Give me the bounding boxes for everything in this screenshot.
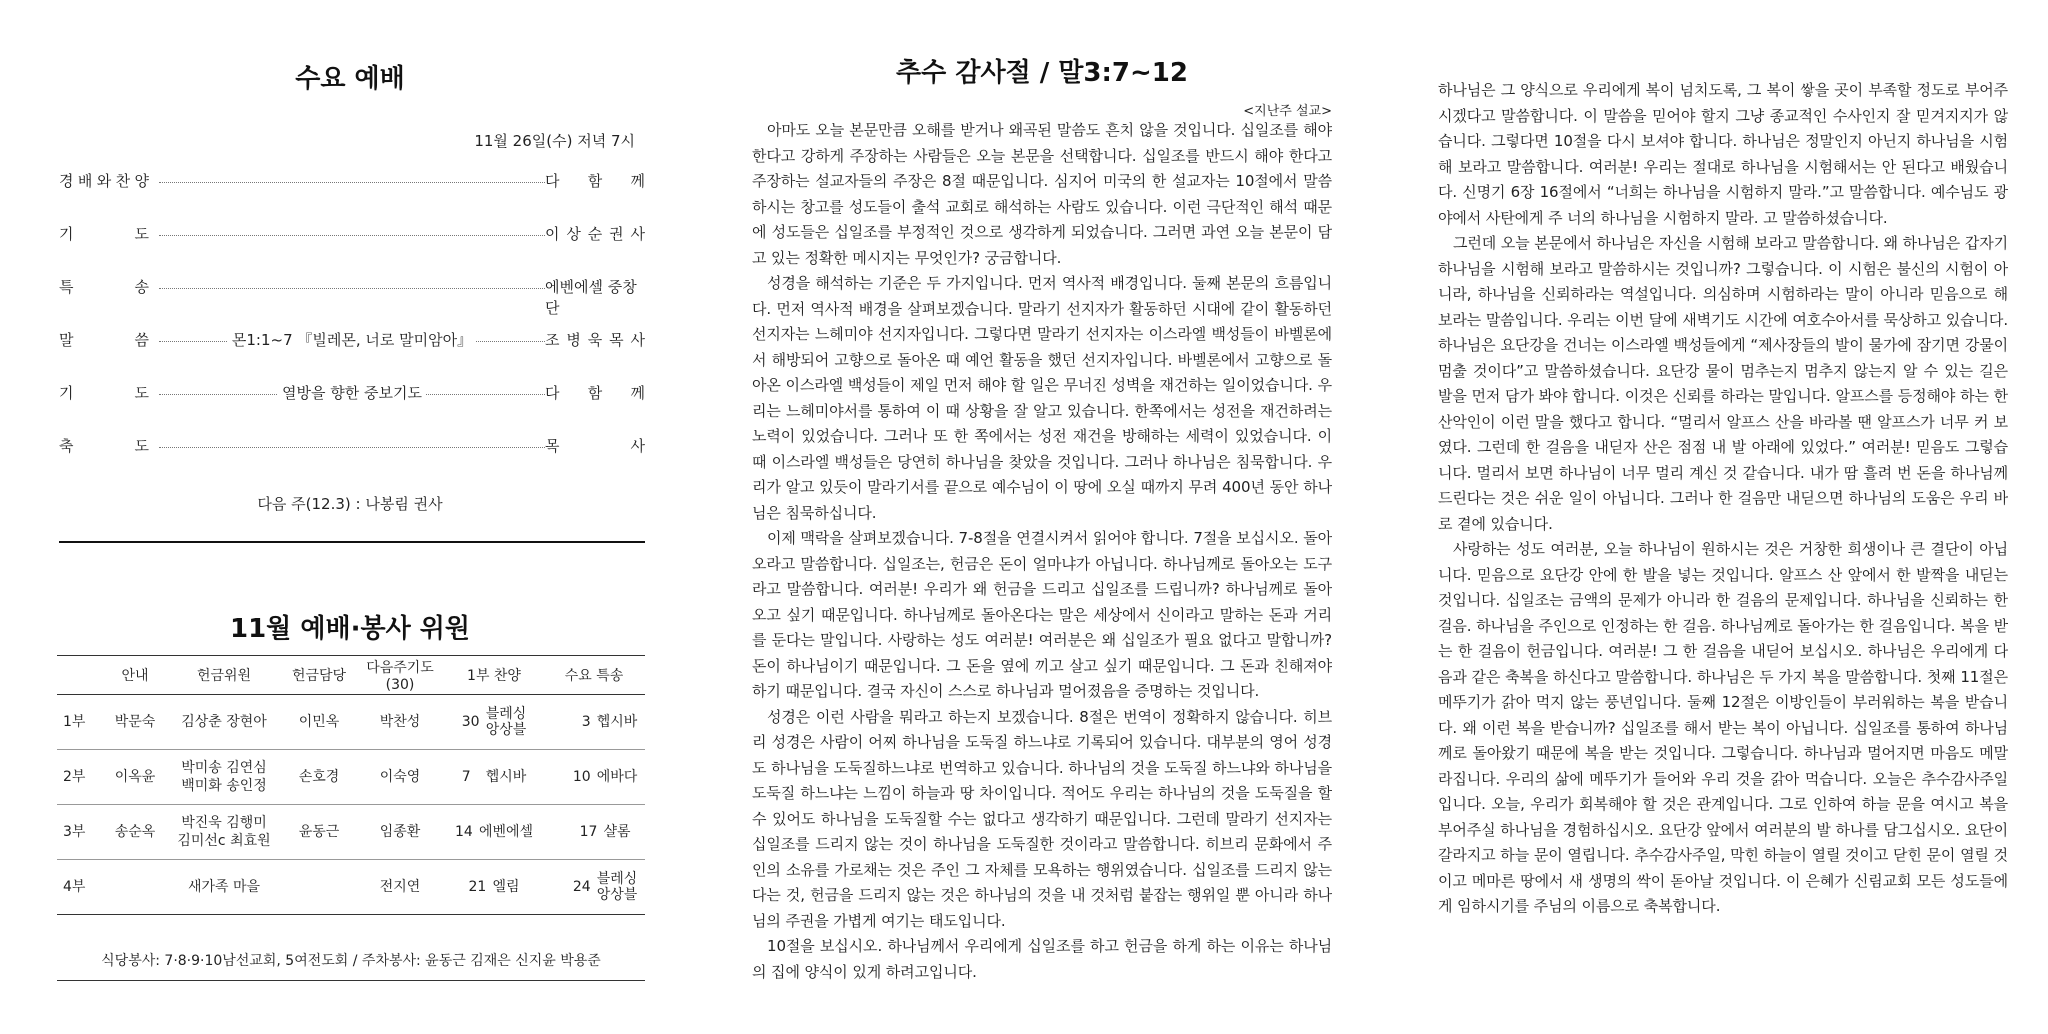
table-row: 2부 이옥윤 박미송 김연심 백미화 송인정 손호경 이숙영 7 헵시바 10 에바다 xyxy=(57,750,645,805)
sermon-title: 추수 감사절 / 말3:7~12 xyxy=(896,58,1188,88)
next-week-note: 다음 주(12.3) : 나봉림 권사 xyxy=(257,495,443,513)
header-praise: 1부 찬양 xyxy=(445,656,543,695)
program-row xyxy=(59,276,645,317)
program-scripture: 몬1:1~7 『빌레몬, 너로 말미암아』 xyxy=(159,329,545,350)
paragraph: 아마도 오늘 본문만큼 오해를 받거나 왜곡된 말씀도 흔치 않을 것입니다. 십일조를 해야 한다고 강하게 주장하는 사람들은 오늘 본문을 선택합니다. 십일조를 반드시 해야 한다고 주장하는 설교자들의 주장은 8절 때문입니다. 심지어 미국의 한 설교자는 10절에서 말씀하시는 창고를 성도들이 출석 교회로 해석하는 사람도 있습니다. 이런 극단적인 해석 때문에 성도들은 십일조를 부정적인 것으로 생각하게 되었습니다. 그러면 과연 오늘 본문이 담고 있는 정확한 메시지는 무엇인가? 궁금합니다. xyxy=(752,121,1332,267)
header-offering: 헌금위원 xyxy=(165,656,283,695)
program-leader: 에벤에셀 중창단 xyxy=(545,278,637,317)
program-label: 축 도 xyxy=(59,437,149,455)
paragraph: 그런데 오늘 본문에서 하나님은 자신을 시험해 보라고 말씀합니다. 왜 하나님은 갑자기 하나님을 시험해 보라고 말씀하시는 것입니까? 그렇습니다. 이 시험은 불신의 시험이 아니라, 하나님을 신뢰하라는 역설입니다. 의심하며 시험하라는 말이 아니라 믿음으로 해 보라는 말씀입니다. 우리는 이번 달에 새벽기도 시간에 여호수아서를 묵상하고 있습니다. 하나님은 요단강을 건너는 이스라엘 백성들에게 “제사장들의 발이 물가에 잠기면 강물이 멈출 것이다”고 말씀하셨습니다. 요단강 물이 멈추는지 멈추지 않는지 알 수 있는 길은 발을 먼저 담가 봐야 합니다. 이것은 신뢰를 하라는 말입니다. 알프스를 등정해야 하는 한 산악인이 이런 말을 했다고 합니다. “멀리서 알프스 산을 바라볼 땐 알프스가 너무 커 보였다. 그런데 한 걸음을 내딛자 산은 점점 내 발 아래에 있었다.” 여러분! 믿음도 그렇습니다. 멀리서 보면 하나님이 너무 멀리 계신 것 같습니다. 내가 땀 흘려 번 돈을 하나님께 드린다는 것은 쉬운 일이 아닙니다. 그러나 한 걸음만 내딛으면 하나님의 도움은 우리 바로 곁에 있습니다. xyxy=(1438,234,2009,533)
table-header-row xyxy=(57,656,645,695)
program-row xyxy=(59,170,645,194)
table-row: 4부 새가족 마을 전지연 21 엘림 24 블레싱 앙상블 xyxy=(57,860,645,915)
program-row xyxy=(59,223,645,247)
program-row xyxy=(59,435,645,459)
duty-roster-table xyxy=(57,655,645,915)
sermon-body-right xyxy=(1438,78,2008,920)
program-label: 기 도 xyxy=(59,225,149,243)
section-divider xyxy=(59,541,645,543)
program-label: 기 도 xyxy=(59,384,149,402)
program-leader: 이 상 순 권 사 xyxy=(545,225,645,243)
program-leader: 조 병 욱 목 사 xyxy=(545,331,645,349)
program-leader: 목 사 xyxy=(545,437,645,455)
header-special-song: 수요 특송 xyxy=(543,656,645,695)
program-leader: 다 함 께 xyxy=(545,172,645,190)
paragraph: 성경을 해석하는 기준은 두 가지입니다. 먼저 역사적 배경입니다. 둘째 본문의 흐름입니다. 먼저 역사적 배경을 살펴보겠습니다. 말라기 선지자가 활동하던 시대에 같이 활동하던 선지자는 느헤미야 선지자입니다. 그렇다면 말라기 선지자는 이스라엘 백성들이 바벨론에서 해방되어 고향으로 돌아온 때 예언 활동을 했던 선지자입니다. 바벨론에서 고향으로 돌아온 이스라엘 백성들이 제일 먼저 해야 할 일은 무너진 성벽을 재건하는 일이었습니다. 우리는 느헤미야서를 통하여 이 때 상황을 잘 알고 있습니다. 한쪽에서는 성전을 재건하려는 노력이 있었습니다. 그러나 또 한 쪽에서는 성전 재건을 방해하는 세력이 있었습니다. 이 때 이스라엘 백성들은 당연히 하나님을 찾았을 것입니다. 그러나 하나님은 침묵합니다. 우리가 알고 있듯이 말라기서를 끝으로 예수님이 이 땅에 오실 때까지 무려 400년 동안 하나님은 침묵하십니다. xyxy=(752,274,1332,522)
header-offering-manager: 헌금담당 xyxy=(283,656,355,695)
program-prayer-topic: 열방을 향한 중보기도 xyxy=(159,382,545,403)
paragraph: 10절을 보십시오. 하나님께서 우리에게 십일조를 하고 헌금을 하게 하는 이유는 하나님의 집에 양식이 있게 하려고입니다. xyxy=(752,937,1332,981)
program-row xyxy=(59,382,645,406)
program-label: 특 송 xyxy=(59,278,149,296)
table-row: 3부 송순옥 박진욱 김행미 김미선c 최효원 윤동근 임종환 14 에벤에셀 17 샬롬 xyxy=(57,805,645,860)
sermon-source-label: <지난주 설교> xyxy=(1243,104,1332,119)
program-row xyxy=(59,329,645,353)
header-guide: 안내 xyxy=(105,656,165,695)
wednesday-service-title: 수요 예배 xyxy=(295,64,405,94)
service-volunteers-note: 식당봉사: 7·8·9·10남선교회, 5여전도회 / 주차봉사: 윤동근 김재은 신지윤 박용준 xyxy=(57,950,645,981)
paragraph: 이제 맥락을 살펴보겠습니다. 7-8절을 연결시켜서 읽어야 합니다. 7절을 보십시오. 돌아오라고 말씀합니다. 십일조는, 헌금은 돈이 얼마냐가 아닙니다. 하나님께로 돌아오는 도구라고 말씀합니다. 여러분! 우리가 왜 헌금을 드리고 십일조를 드립니까? 하나님께로 돌아오고 싶기 때문입니다. 하나님께로 돌아온다는 말은 세상에서 신이라고 말하는 돈과 거리를 둔다는 말입니다. 사랑하는 성도 여러분! 여러분은 왜 십일조가 필요 없다고 말합니까? 돈이 하나님이기 때문입니다. 그 돈을 옆에 끼고 살고 싶기 때문입니다. 그 돈과 친해져야 하기 때문입니다. 결국 자신이 스스로 하나님과 멀어졌음을 증명하는 것입니다. xyxy=(752,529,1332,700)
duty-roster-title: 11월 예배·봉사 위원 xyxy=(230,614,470,644)
program-label: 경 배 와 찬 양 xyxy=(59,172,149,190)
program-label: 말 씀 xyxy=(59,331,149,349)
header-next-prayer: 다음주기도(30) xyxy=(355,656,445,695)
paragraph: 하나님은 그 양식으로 우리에게 복이 넘치도록, 그 복이 쌓을 곳이 부족할 정도로 부어주시겠다고 말씀합니다. 이 말씀을 믿어야 할지 그냥 종교적인 수사인지 잘 믿겨지지가 않습니다. 그렇다면 10절을 다시 보셔야 합니다. 하나님은 정말인지 아닌지 하나님을 시험해 보라고 말씀합니다. 여러분! 우리는 절대로 하나님을 시험해서는 안 된다고 배웠습니다. 신명기 6장 16절에서 “너희는 하나님을 시험하지 말라.”고 말씀합니다. 예수님도 광야에서 사탄에게 주 너의 하나님을 시험하지 말라. 고 말씀하셨습니다. xyxy=(1438,81,2008,227)
table-row: 1부 박문숙 김상춘 장현아 이민옥 박찬성 30 블레싱 앙상블 3 헵시바 xyxy=(57,695,645,750)
service-date: 11월 26일(수) 저녁 7시 xyxy=(474,132,635,150)
program-leader: 다 함 께 xyxy=(545,384,645,402)
sermon-body-left xyxy=(752,118,1332,985)
paragraph: 사랑하는 성도 여러분, 오늘 하나님이 원하시는 것은 거창한 희생이나 큰 결단이 아닙니다. 믿음으로 요단강 안에 한 발을 넣는 것입니다. 알프스 산 앞에서 한 발짝을 내딛는 것입니다. 십일조는 금액의 문제가 아니라 한 걸음의 문제입니다. 하나님을 신뢰하는 한 걸음. 하나님을 주인으로 인정하는 한 걸음. 하나님께로 돌아가는 한 걸음입니다. 복을 받는 한 걸음이 헌금입니다. 여러분! 그 한 걸음을 내딛어 보십시오. 하나님은 우리에게 다음과 같은 축복을 하신다고 말씀합니다. 하나님은 두 가지 복을 말씀합니다. 첫째 11절은 메뚜기가 갉아 먹지 않는 풍년입니다. 둘째 12절은 이방인들이 부러워하는 복을 받습니다. 왜 이런 복을 받습니까? 십일조를 해서 받는 복이 아닙니다. 십일조를 통하여 하나님께로 돌아왔기 때문에 복을 받는 것입니다. 그렇습니다. 하나님과 멀어지면 마음도 메말라집니다. 우리의 삶에 메뚜기가 들어와 우리 것을 갉아 먹습니다. 오늘은 추수감사주일입니다. 오늘, 우리가 회복해야 할 것은 관계입니다. 그로 인하여 하늘 문을 여시고 복을 부어주실 하나님을 경험하십시오. 요단강 앞에서 여러분의 발 하나를 담그십시오. 요단이 갈라지고 하늘 문이 열립니다. 추수감사주일, 막힌 하늘이 열릴 것이고 닫힌 문이 열릴 것이고 메마른 땅에서 새 생명의 싹이 돋아날 것입니다. 이 은혜가 신림교회 모든 성도들에게 임하시기를 주님의 이름으로 축복합니다. xyxy=(1438,540,2008,915)
paragraph: 성경은 이런 사람을 뭐라고 하는지 보겠습니다. 8절은 번역이 정확하지 않습니다. 히브리 성경은 사람이 어찌 하나님을 도둑질 하느냐로 기록되어 있습니다. 대부분의 영어 성경도 하나님을 도둑질하느냐로 번역하고 있습니다. 하나님의 것을 도둑질 하느냐와 하나님을 도둑질 하느냐는 느낌이 하늘과 땅 차이입니다. 적어도 우리는 하나님의 것을 도둑질을 할 수 있어도 하나님을 도둑질할 수는 없다고 생각하기 때문입니다. 그런데 말라기 선지자는 십일조를 드리지 않는 것이 하나님을 도둑질한 것이라고 말씀합니다. 히브리 문화에서 주인의 소유를 가로채는 것은 주인 그 자체를 모욕하는 행위였습니다. 십일조를 드리지 않는다는 것, 헌금을 드리지 않는 것은 하나님의 것을 내 것처럼 붙잡는 행위일 뿐 아니라 하나님의 주권을 가볍게 여기는 태도입니다. xyxy=(752,707,1332,930)
